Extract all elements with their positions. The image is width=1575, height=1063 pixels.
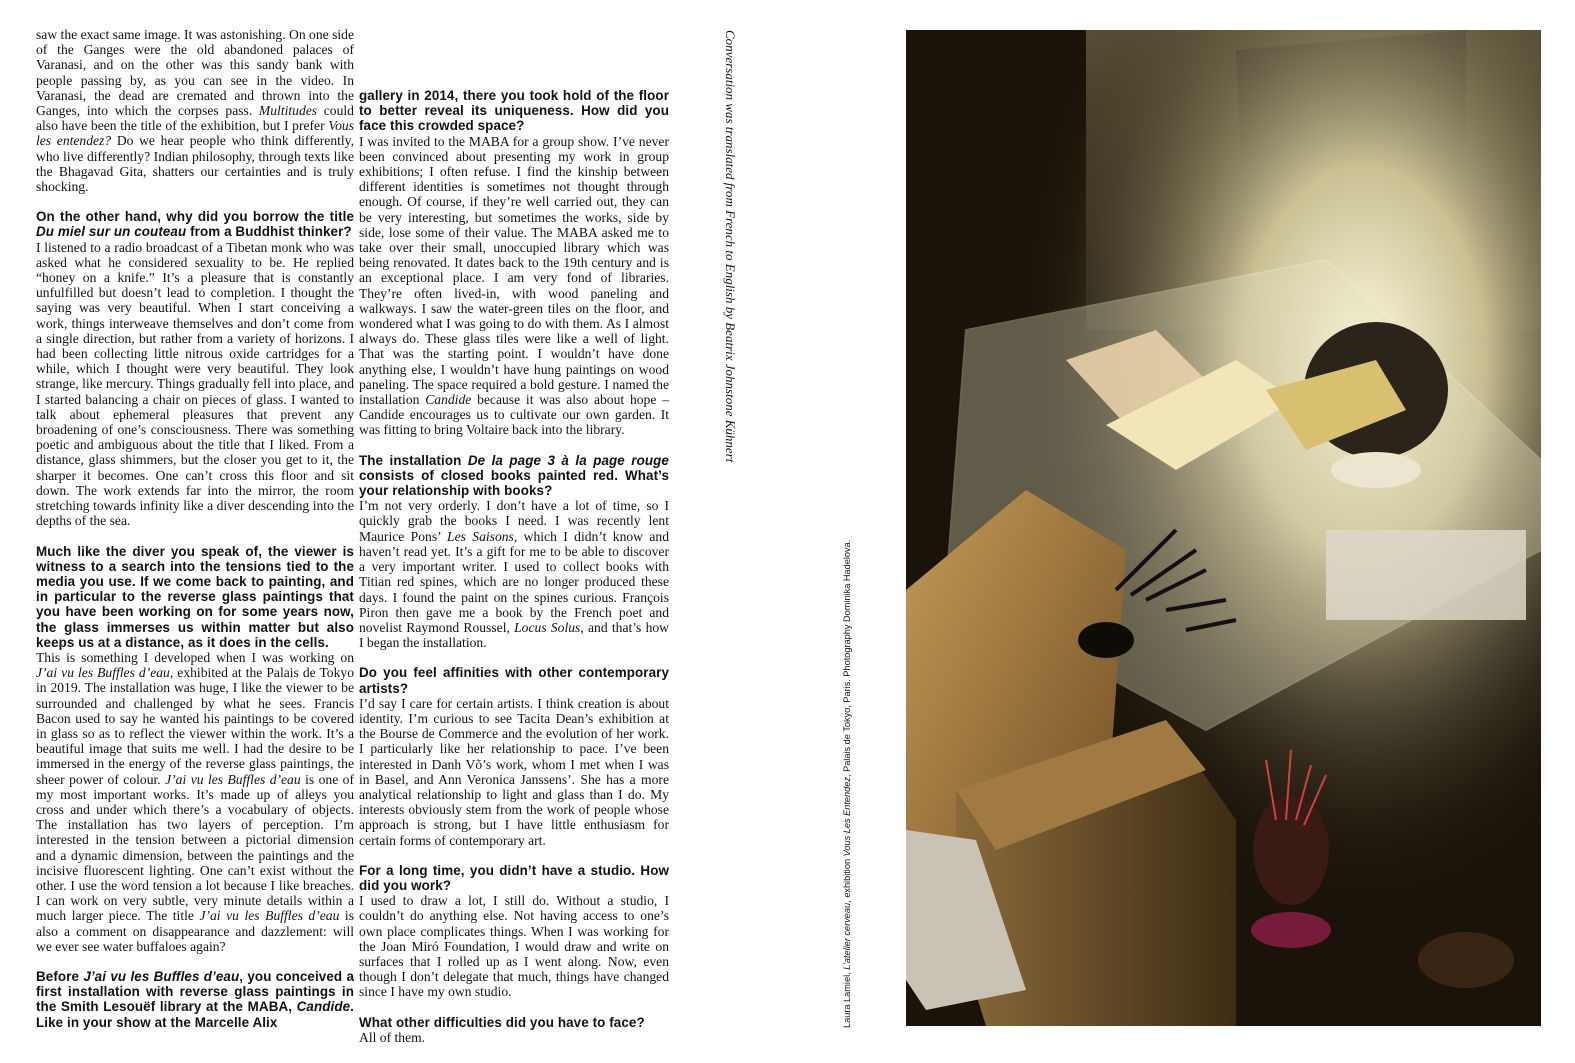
text-run: , you conceived a first installation with reverse glass paintings in the Smith Lesouëf library at the MABA, — [36, 968, 354, 1015]
italic-title: De la page 3 à la page rouge — [467, 452, 669, 468]
answer-paragraph — [359, 893, 669, 999]
red-sticks-glass — [1253, 795, 1329, 905]
dark-object — [1078, 622, 1134, 658]
text-run: Do you feel affinities with other contemporary artists? — [359, 665, 669, 696]
caption-middle: , exhibition — [842, 856, 852, 903]
text-run: This is something I developed when I was working on — [36, 649, 354, 665]
text-run: On the other hand, why did you borrow the title — [36, 209, 354, 225]
answer-paragraph — [359, 696, 669, 848]
text-run: exhibited at the Palais de Tokyo in 2019. The installation was huge, I like the viewer to be surrounded and challenged by what he sees. Francis Bacon used to say he wanted his paintings to be covered in glass so as to reflect the viewer within the work. It’s a beautiful image that suits me well. I had the desire to be immersed in the energy of the reverse glass paintings, the sheer power of colour. — [36, 665, 354, 787]
translation-credit: Conversation was translated from French to English by Beatrix Johnstone Kühnert — [723, 30, 738, 463]
answer-paragraph — [36, 27, 354, 194]
question-heading — [359, 665, 669, 695]
italic-title: Multitudes — [258, 103, 318, 119]
text-run: , which I didn’t know and haven’t read yet. It’s a gift for me to be able to discover a very important writer. I used to collect books with Titian red spines, which are no longer produced these days. I found the paint on the spines curious. François Piron then gave me a book by the French poet and novelist Raymond Roussel, — [359, 528, 670, 635]
italic-title: J’ai vu les Buffles d’eau — [83, 968, 240, 984]
right-column — [359, 88, 669, 1045]
red-reflection — [1251, 912, 1331, 948]
italic-title: J’ai vu les Buffles d’eau, — [36, 665, 174, 681]
question-heading — [359, 88, 669, 134]
text-run: The installation — [359, 452, 468, 468]
answer-paragraph — [36, 240, 354, 529]
caption-credit-prefix: Laura Lamiel, — [842, 969, 852, 1028]
left-column — [36, 27, 354, 1030]
text-run: saw the exact same image. It was astonishing. On one side of the Ganges were the old abandoned palaces of Varanasi, and on the other was this sandy bank with people passing by, as you can see in the video. In Varanasi, the dead are cremated and thrown into the Ganges, into which the corpses pass. — [36, 27, 354, 119]
white-pot — [1331, 452, 1421, 488]
italic-title: J’ai vu les Buffles d’eau — [165, 771, 301, 787]
installation-photograph — [906, 30, 1541, 1026]
text-run: I’d say I care for certain artists. I think creation is about identity. I’m curious to see Tacita Dean’s exhibition at the Bourse de Commerce and the evolution of her work. I particularly like her relationship to pace. I’ve been interested in Danh Võ’s work, whom I met when I was in Basel, and Ann Veronica Janssens’. She has a more analytical relationship to light and glass than I do. My interests obviously stem from the work of people whose approach is strong, but I have little enthusiasm for certain forms of contemporary art. — [359, 695, 669, 848]
text-run: consists of closed books painted red. What’s your relationship with books? — [359, 467, 669, 499]
text-run: I’m not very orderly. I don’t have a lot of time, so I quickly grab the books I need. I was recently lent Maurice Pons’ — [359, 498, 669, 544]
photo-caption — [842, 539, 852, 1028]
question-heading — [359, 453, 669, 499]
text-run: because it was also about hope – Candide encourages us to cultivate our own garden. It was fitting to bring Voltaire back into the library. — [359, 392, 669, 438]
italic-title: Locus Solus — [514, 619, 581, 635]
text-run: Do we hear people who think differently, who live differently? Indian philosophy, through texts like the Bhagavad Gita, shatters our certainties and is truly shocking. — [36, 133, 354, 195]
question-heading — [36, 209, 354, 239]
text-run: I was invited to the MABA for a group show. I’ve never been convinced about presenting my work in group exhibitions; I often refuse. I find the kinship between different identities is sometimes not thought through enough. Of course, if they’re well carried out, they can be very interesting, but sometimes the works, side by side, lose some of their value. The MABA asked me to take over their small, unoccupied library which was being renovated. It dates back to the 19th century and is an exceptional place. I am very fond of libraries. They’re often lived-in, with wood paneling and walkways. I saw the water-green tiles on the floor, and wondered what I was going to do with them. As I almost always do. These glass tiles were like a well of light. That was the starting point. I wouldn’t have done anything else, I wouldn’t have hung paintings on wood paneling. The space required a bold gesture. I named the installation — [359, 133, 669, 408]
text-run: is also a comment on disappearance and dazzlement: will we ever see water buffaloes again? — [36, 908, 354, 954]
text-run: gallery in 2014, there you took hold of the floor to better reveal its uniqueness. How did you face this crowded space? — [359, 88, 669, 134]
text-run: All of them. — [359, 1029, 426, 1045]
text-run: Before — [36, 968, 84, 984]
caption-exhibition-title: Vous Les Entendez — [842, 777, 852, 857]
text-run: Much like the diver you speak of, the viewer is witness to a search into the tensions tied to the media you use. If we come back to painting, and in particular to the reverse glass paintings that you have been working on for some years now, the glass immerses us within matter but also keeps us at a distance, as it does in the cells. — [36, 543, 354, 650]
text-run: from a Buddhist thinker? — [186, 224, 352, 240]
italic-title: Vous les entendez? — [36, 118, 354, 149]
italic-title: Candide — [296, 999, 351, 1015]
text-run: I listened to a radio broadcast of a Tibetan monk who was asked what he considered sexuality to be. He replied “honey on a knife.” It’s a pleasure that is constantly unfulfilled but doesn’t lead to completion. I thought the saying was very beautiful. When I start conceiving a work, things interweave themselves and don’t come from a single direction, but rather from a variety of horizons. I had been collecting little nitrous oxide cartridges for a while, which I thought were very beautiful. They look strange, like mercury. Things gradually fell into place, and I started balancing a chair on pieces of glass. I wanted to talk about ephemeral pleasures that prevent any broadening of one’s consciousness. There was something poetic and ambiguous about the title that I liked. From a distance, glass shimmers, but the closer you get to it, the sharper it becomes. One can’t cross this floor and sit down. The work extends far into the mirror, the room stretching towards infinity like a diver descending into the depths of the sea. — [36, 239, 354, 529]
italic-title: J’ai vu les Buffles d’eau — [199, 908, 340, 924]
answer-paragraph — [359, 498, 669, 650]
answer-paragraph — [359, 134, 669, 438]
text-run: I used to draw a lot, I still do. Without a studio, I couldn’t do anything else. Not having access to one’s own place complicates things. When I was working for the Joan Miró Foundation, I would draw and write on surfaces that I rolled up as I went along. Now, even though I don’t delegate that much, things have changed since I have my own studio. — [359, 893, 669, 1000]
italic-title: Du miel sur un couteau — [36, 224, 187, 240]
question-heading — [36, 969, 354, 1030]
dark-bowl — [1418, 932, 1514, 988]
text-run: For a long time, you didn’t have a studio. How did you work? — [359, 862, 669, 893]
question-heading — [359, 863, 669, 893]
answer-paragraph — [36, 650, 354, 954]
question-heading — [359, 1015, 669, 1030]
text-run: could also have been the title of the exhibition, but I prefer — [36, 103, 354, 134]
answer-paragraph — [359, 1030, 669, 1045]
text-run: is one of my most important works. It’s made up of alleys you cross and under which there’s a vocabulary of objects. The installation has two layers of perception. I’m interested in the tension between a pictorial dimension and a dynamic dimension, between the paintings and the incisive fluorescent lighting. One can’t exist without the other. I use the word tension a lot because I like breaches. I can work on very subtle, very minute details within a much larger piece. The title — [36, 771, 354, 924]
italic-title: Candide — [425, 392, 472, 408]
caption-credit-suffix: , Palais de Tokyo, Paris. Photography Dominika Hadelova. — [842, 539, 852, 778]
text-run: , and that’s how I began the installation. — [359, 619, 669, 651]
text-run: What other difficulties did you have to face? — [359, 1014, 645, 1030]
caption-work-title: L’atelier cerveau — [842, 902, 852, 970]
text-run: . Like in your show at the Marcelle Alix — [36, 999, 354, 1030]
white-box — [1326, 530, 1526, 620]
italic-title: Les Saisons — [447, 528, 514, 544]
question-heading — [36, 544, 354, 650]
